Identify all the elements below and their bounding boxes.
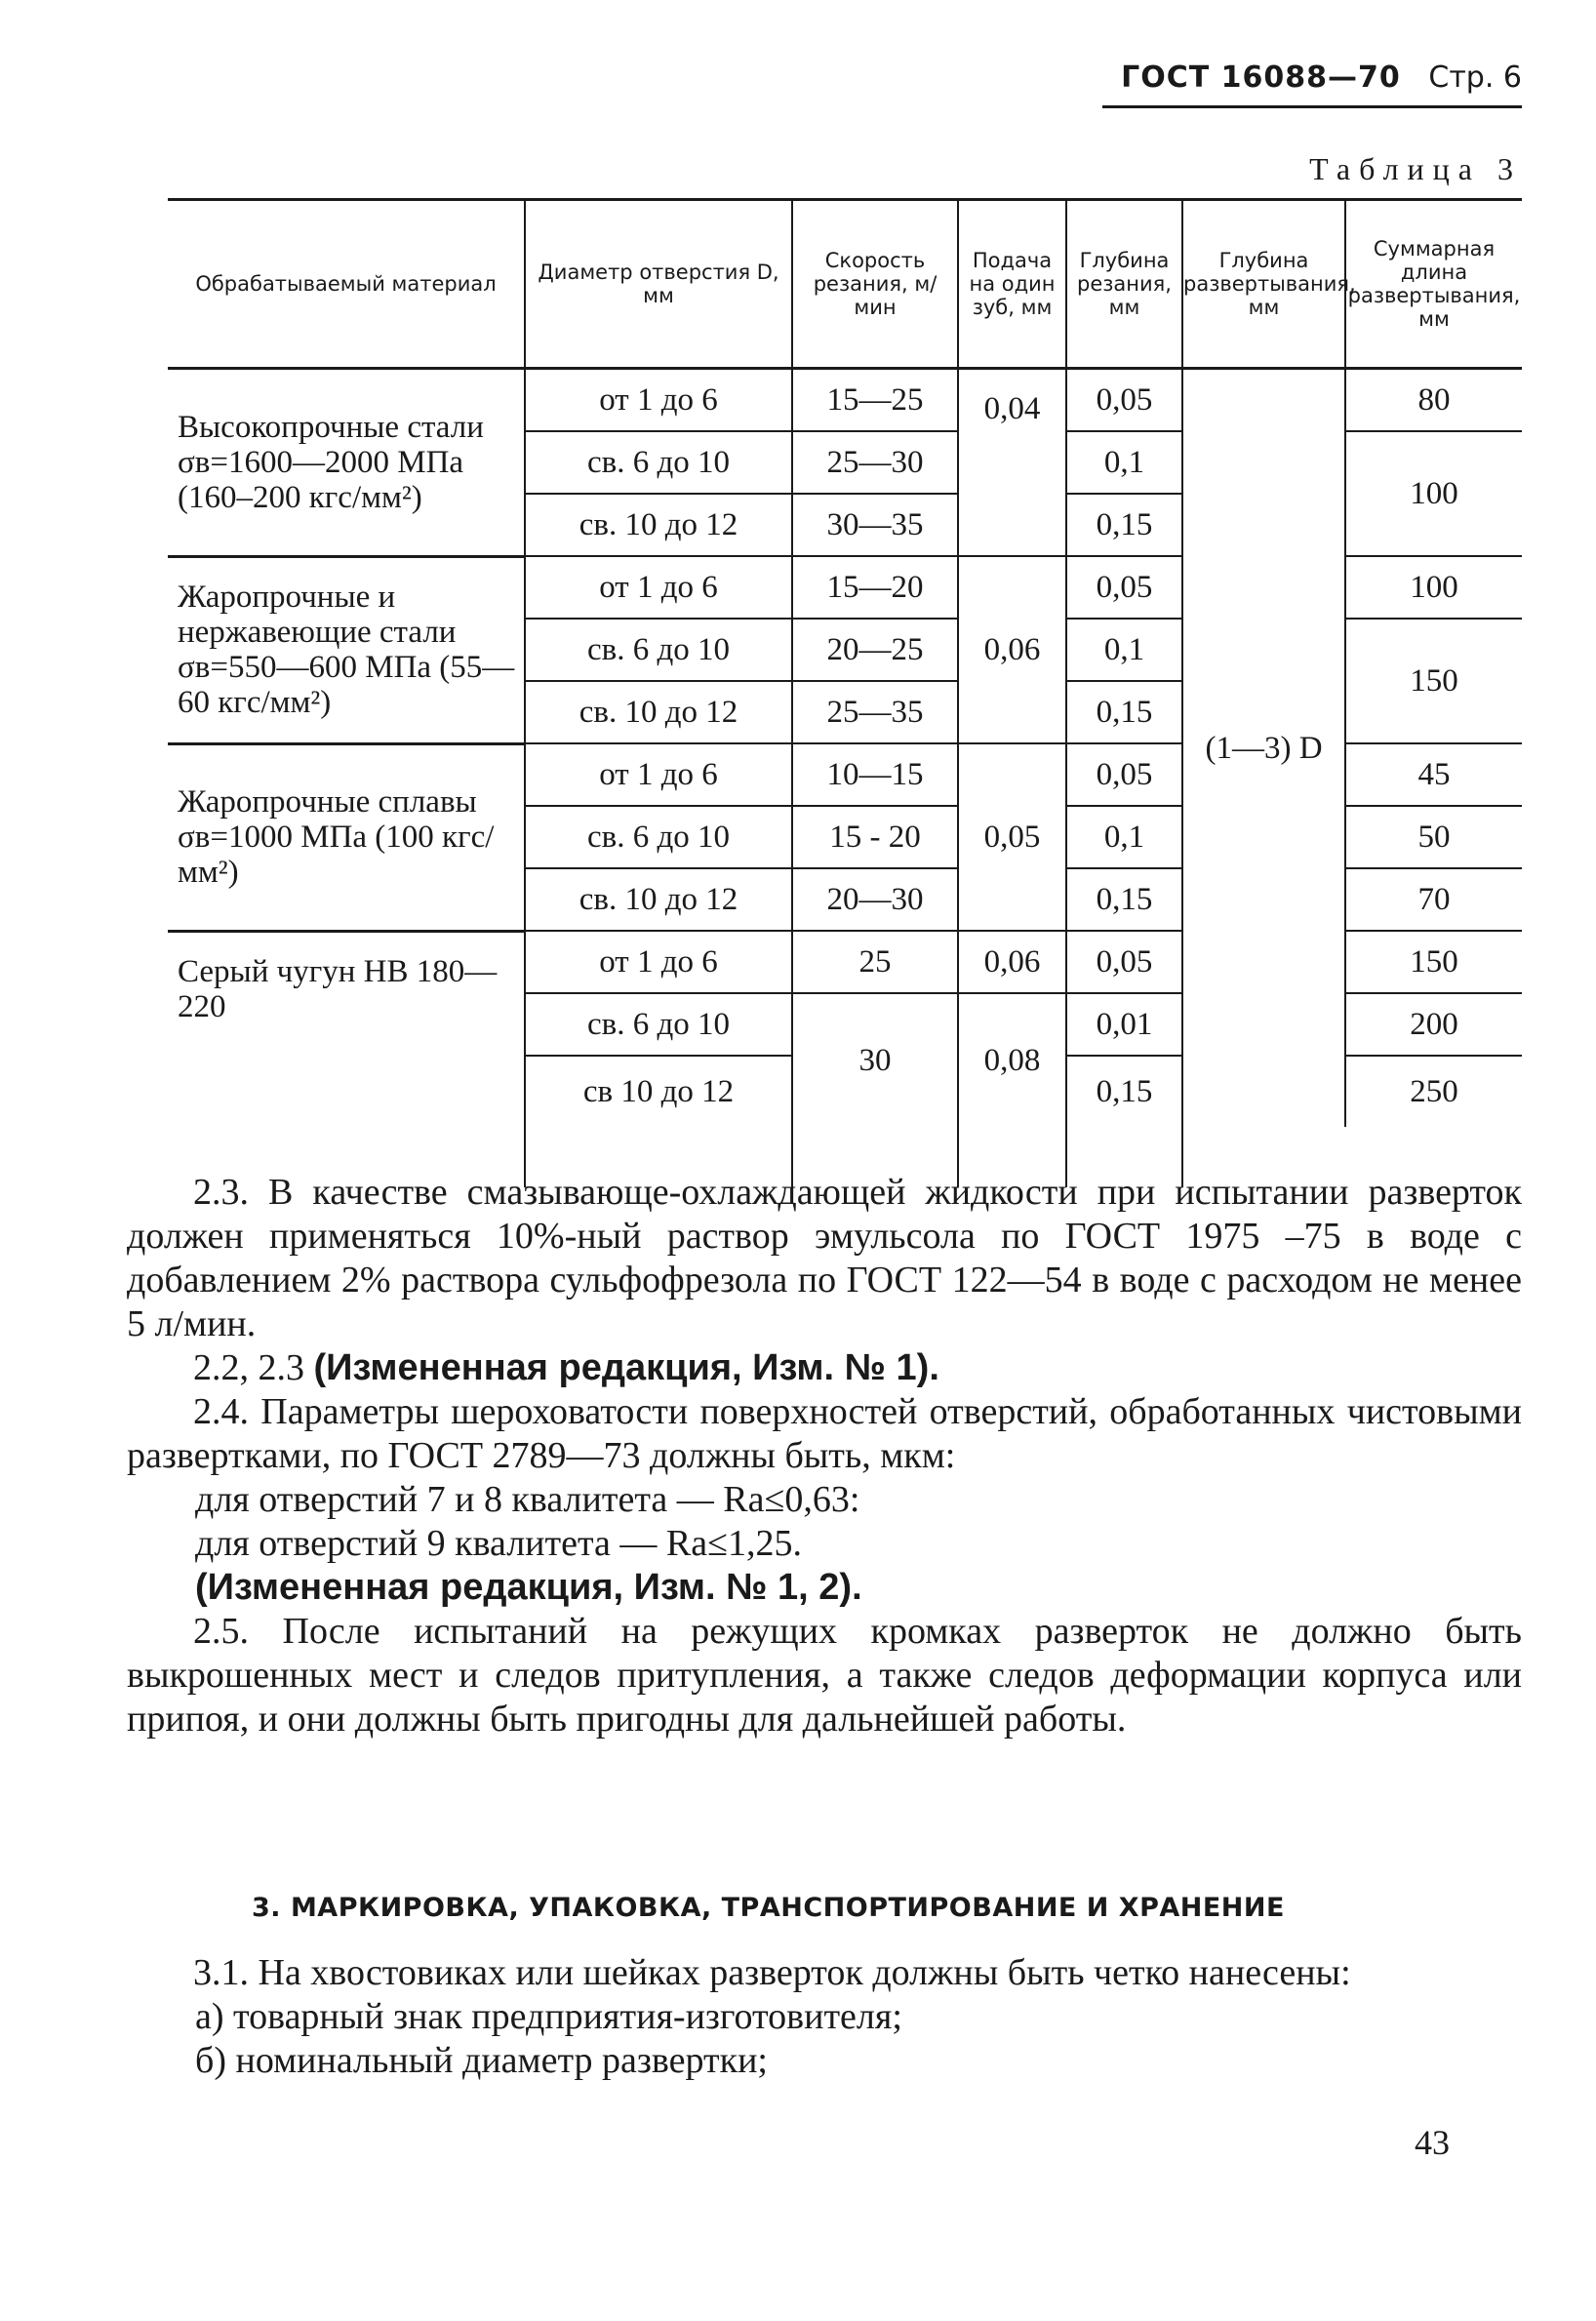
diameter-cell: св. 6 до 10 — [525, 806, 792, 868]
cut-depth-cell: 0,15 — [1066, 1056, 1182, 1127]
header-rule — [1102, 105, 1522, 108]
feed-cell: 0,04 — [958, 369, 1066, 557]
cut-depth-cell: 0,05 — [1066, 931, 1182, 993]
paragraph-2-4-a: для отверстий 7 и 8 квалитета — Ra≤0,63: — [195, 1479, 860, 1520]
col-total-length: Суммарная длина развертывания, мм — [1345, 200, 1522, 369]
length-cell: 50 — [1345, 806, 1522, 868]
diameter-cell: от 1 до 6 — [525, 931, 792, 993]
paragraph-3-1-b: б) номинальный диаметр развертки; — [195, 2040, 768, 2081]
running-header — [1121, 60, 1522, 95]
table-header-row — [168, 200, 1522, 369]
length-cell: 45 — [1345, 743, 1522, 806]
speed-cell: 30—35 — [792, 494, 958, 556]
section-3-text — [127, 1951, 1522, 2083]
length-cell: 100 — [1345, 431, 1522, 556]
paragraph-2-3: 2.3. В качестве смазывающе-охлаждающей жидкости при испытании разверток должен применяться 10%-ный раствор эмульсола по ГОСТ 1975 –75 в воде с добавлением 2% раствора сульфофрезола по ГОСТ 122—54 в воде с расходом не менее 5 л/мин. — [127, 1172, 1522, 1344]
speed-cell: 25 — [792, 931, 958, 993]
table-3 — [168, 198, 1522, 1187]
col-ream-depth: Глубина развертывания, мм — [1182, 200, 1345, 369]
col-material: Обрабатываемый материал — [168, 200, 525, 369]
speed-cell: 15 - 20 — [792, 806, 958, 868]
paragraph-2-4-b: для отверстий 9 квалитета — Ra≤1,25. — [195, 1523, 802, 1564]
length-cell: 250 — [1345, 1056, 1522, 1127]
speed-cell: 20—30 — [792, 868, 958, 931]
feed-cell: 0,06 — [958, 556, 1066, 743]
page-number: 43 — [1415, 2123, 1450, 2162]
cut-depth-cell: 0,01 — [1066, 993, 1182, 1056]
material-cell: Жаропрочные и нержавеющие стали σв=550—600 МПа (55—60 кгс/мм²) — [168, 556, 525, 743]
cut-depth-cell: 0,15 — [1066, 868, 1182, 931]
ream-depth-cell: (1—3) D — [1182, 369, 1345, 1128]
length-cell: 150 — [1345, 931, 1522, 993]
table-caption: Таблица 3 — [1309, 151, 1522, 186]
speed-cell: 25—35 — [792, 681, 958, 743]
speed-cell: 10—15 — [792, 743, 958, 806]
material-cell: Серый чугун НВ 180—220 — [178, 953, 498, 1024]
speed-cell: 15—20 — [792, 556, 958, 619]
speed-cell: 15—25 — [792, 369, 958, 432]
standard-number: ГОСТ 16088—70 — [1121, 60, 1401, 95]
col-diameter: Диаметр отверстия D, мм — [525, 200, 792, 369]
speed-cell: 25—30 — [792, 431, 958, 494]
length-cell: 150 — [1345, 619, 1522, 743]
speed-cell: 30 — [792, 993, 958, 1127]
diameter-cell: от 1 до 6 — [525, 743, 792, 806]
length-cell: 70 — [1345, 868, 1522, 931]
paragraph-3-1-a: а) товарный знак предприятия-изготовителя; — [195, 1996, 902, 2037]
diameter-cell: св. 6 до 10 — [525, 993, 792, 1056]
diameter-cell: св. 10 до 12 — [525, 494, 792, 556]
cut-depth-cell: 0,05 — [1066, 369, 1182, 432]
cut-depth-cell: 0,1 — [1066, 619, 1182, 681]
diameter-cell: св. 10 до 12 — [525, 868, 792, 931]
speed-cell: 20—25 — [792, 619, 958, 681]
table-row — [168, 369, 1522, 432]
diameter-cell: св. 6 до 10 — [525, 619, 792, 681]
cut-depth-cell: 0,15 — [1066, 681, 1182, 743]
cut-depth-cell: 0,1 — [1066, 806, 1182, 868]
material-cell: Высокопрочные стали σв=1600—2000 МПа (160–200 кгс/мм²) — [168, 369, 525, 557]
col-cut-depth: Глубина резания, мм — [1066, 200, 1182, 369]
col-feed: Подача на один зуб, мм — [958, 200, 1066, 369]
length-cell: 100 — [1345, 556, 1522, 619]
material-cell: Жаропрочные сплавы σв=1000 МПа (100 кгс/мм²) — [168, 743, 525, 931]
cut-depth-cell: 0,1 — [1066, 431, 1182, 494]
section-3-heading: 3. МАРКИРОВКА, УПАКОВКА, ТРАНСПОРТИРОВАНИЕ И ХРАНЕНИЕ — [252, 1893, 1285, 1923]
amendment-note-2: (Измененная редакция, Изм. № 1, 2). — [195, 1567, 862, 1608]
diameter-cell: от 1 до 6 — [525, 369, 792, 432]
feed-cell: 0,06 — [958, 931, 1066, 993]
diameter-cell: от 1 до 6 — [525, 556, 792, 619]
cut-depth-cell: 0,05 — [1066, 556, 1182, 619]
paragraph-2-5: 2.5. После испытаний на режущих кромках разверток не должно быть выкрошенных мест и следов притупления, а также следов деформации корпуса или припоя, и они должны быть пригодны для дальнейшей работы. — [127, 1611, 1522, 1740]
length-cell: 80 — [1345, 369, 1522, 432]
feed-cell: 0,08 — [958, 993, 1066, 1127]
diameter-cell: св. 6 до 10 — [525, 431, 792, 494]
cut-depth-cell: 0,15 — [1066, 494, 1182, 556]
feed-cell: 0,05 — [958, 743, 1066, 931]
cut-depth-cell: 0,05 — [1066, 743, 1182, 806]
diameter-cell: св. 10 до 12 — [525, 681, 792, 743]
page-label: Стр. 6 — [1428, 60, 1522, 95]
paragraph-3-1: 3.1. На хвостовиках или шейках разверток должны быть четко нанесены: — [193, 1952, 1351, 1993]
body-text — [127, 1171, 1522, 1741]
diameter-cell: св 10 до 12 — [525, 1056, 792, 1127]
col-speed: Скорость резания, м/мин — [792, 200, 958, 369]
paragraph-2-4: 2.4. Параметры шероховатости поверхностей отверстий, обработанных чистовыми развертками, по ГОСТ 2789—73 должны быть, мкм: — [127, 1391, 1522, 1476]
length-cell: 200 — [1345, 993, 1522, 1056]
amendment-note-1: 2.2, 2.3 (Измененная редакция, Изм. № 1). — [193, 1347, 939, 1388]
